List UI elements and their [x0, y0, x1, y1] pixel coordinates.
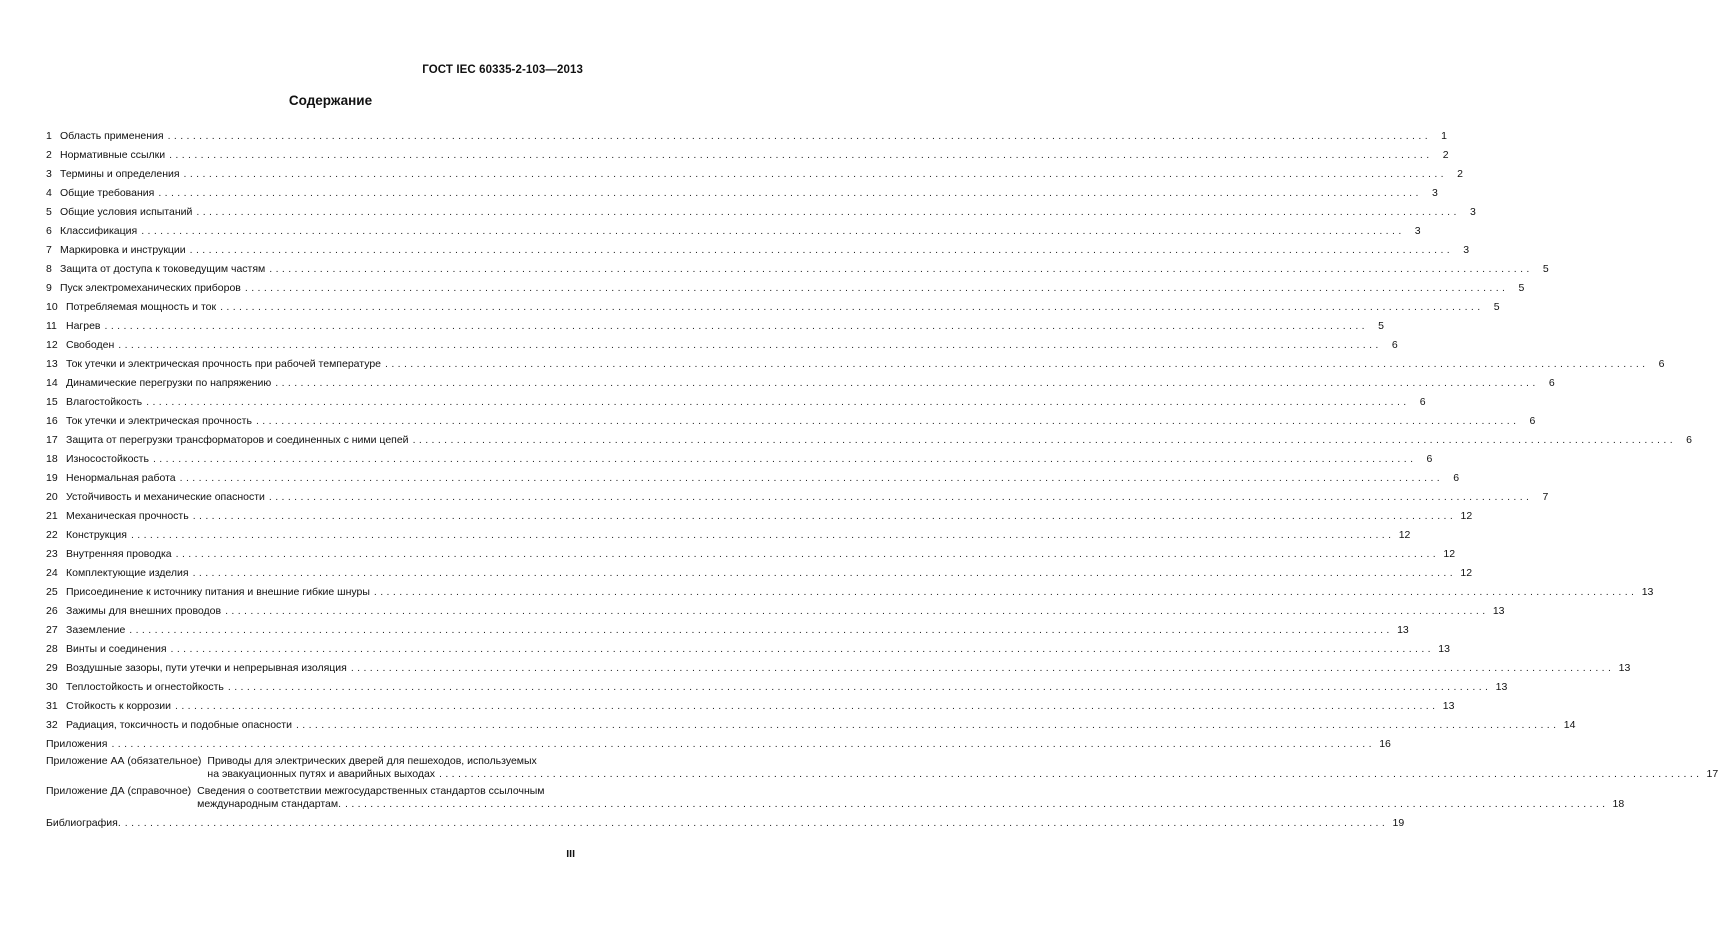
- leader-dots: ........................................................................................................................................................................................................: [244, 282, 1509, 294]
- toc-entry[interactable]: [46, 409, 1536, 428]
- leader-dots: ........................................................................................................................................................................................................: [183, 168, 1447, 180]
- toc-entry[interactable]: [46, 523, 1411, 542]
- leader-dots: ........................................................................................................................................................................................................: [111, 738, 1375, 750]
- leader-dots: ........................................................................................................................................................................................................: [152, 453, 1417, 465]
- toc-entry-title: Динамические перегрузки по напряжению: [66, 377, 272, 389]
- leader-dots: ........................................................................................................................................................................................................: [373, 586, 1638, 598]
- leader-dots: ........................................................................................................................................................................................................: [118, 339, 1382, 351]
- toc-entry-bibliography[interactable]: [46, 811, 1405, 830]
- toc-entry-number: 10: [46, 301, 58, 313]
- annex-title-line2: международным стандартам.: [197, 798, 342, 810]
- annex-title-line1: Приводы для электрических дверей для пешеходов, используемых: [207, 755, 537, 767]
- toc-entry-annex-aa[interactable]: [46, 755, 1718, 781]
- toc-entry[interactable]: [46, 257, 1549, 276]
- toc-entry-title: Нормативные ссылки: [60, 149, 166, 161]
- toc-entry[interactable]: [46, 694, 1455, 713]
- toc-entry-page: 6: [1419, 396, 1426, 408]
- toc-entry-page: 13: [1641, 586, 1654, 598]
- toc-entry-number: 20: [46, 491, 58, 503]
- toc-entry-page: 3: [1414, 225, 1421, 237]
- toc-entry-page: 13: [1618, 662, 1631, 674]
- toc-entry-number: 17: [46, 434, 58, 446]
- toc-entry-number: 22: [46, 529, 58, 541]
- toc-entry[interactable]: [46, 124, 1448, 143]
- leader-dots: ........................................................................................................................................................................................................: [345, 798, 1609, 810]
- toc-entry-number: 8: [46, 263, 52, 275]
- toc-entry-page: 18: [1612, 798, 1625, 810]
- toc-entry-title: Ненормальная работа: [66, 472, 176, 484]
- table-of-contents: [46, 124, 1718, 830]
- toc-entry-number: 32: [46, 719, 58, 731]
- toc-entry-page: 13: [1442, 700, 1455, 712]
- toc-entry-number: 21: [46, 510, 58, 522]
- toc-entry-title: Маркировка и инструкции: [60, 244, 186, 256]
- toc-entry-title: Комплектующие изделия: [66, 567, 189, 579]
- toc-entry[interactable]: [46, 504, 1473, 523]
- leader-dots: ........................................................................................................................................................................................................: [439, 768, 1703, 780]
- leader-dots: ........................................................................................................................................................................................................: [385, 358, 1649, 370]
- toc-entry-page: 19: [1392, 817, 1405, 829]
- leader-dots: ........................................................................................................................................................................................................: [295, 719, 1560, 731]
- toc-entry-title: Ток утечки и электрическая прочность: [66, 415, 252, 427]
- toc-entry-number: 23: [46, 548, 58, 560]
- toc-entry-page: 6: [1453, 472, 1460, 484]
- toc-entry[interactable]: [46, 618, 1409, 637]
- leader-dots: ........................................................................................................................................................................................................: [104, 320, 1368, 332]
- toc-entry[interactable]: [46, 713, 1576, 732]
- toc-entry-page: 5: [1493, 301, 1500, 313]
- toc-entry-number: 2: [46, 149, 52, 161]
- toc-entry[interactable]: [46, 599, 1505, 618]
- annex-label: Приложение АА (обязательное): [46, 755, 202, 767]
- toc-entry[interactable]: [46, 238, 1470, 257]
- toc-entry-title: Общие условия испытаний: [60, 206, 193, 218]
- toc-entry-page: 3: [1463, 244, 1470, 256]
- leader-dots: ........................................................................................................................................................................................................: [412, 434, 1677, 446]
- toc-entry-appendices[interactable]: [46, 732, 1391, 751]
- toc-entry-page: 13: [1495, 681, 1508, 693]
- toc-entry[interactable]: [46, 675, 1508, 694]
- toc-entry[interactable]: [46, 390, 1426, 409]
- leader-dots: ........................................................................................................................................................................................................: [130, 529, 1395, 541]
- toc-entry-page: 7: [1542, 491, 1549, 503]
- toc-entry-title: Защита от перегрузки трансформаторов и соединенных с ними цепей: [66, 434, 409, 446]
- leader-dots: ........................................................................................................................................................................................................: [124, 817, 1389, 829]
- toc-entry-page: 12: [1460, 567, 1473, 579]
- toc-entry-page: 6: [1686, 434, 1693, 446]
- toc-entry-page: 3: [1469, 206, 1476, 218]
- leader-dots: ........................................................................................................................................................................................................: [269, 263, 1533, 275]
- annex-label: Приложение ДА (справочное): [46, 785, 192, 797]
- toc-entry-number: 31: [46, 700, 58, 712]
- toc-entry[interactable]: [46, 276, 1525, 295]
- toc-entry-title: Теплостойкость и огнестойкость: [66, 681, 224, 693]
- toc-entry-page: 14: [1563, 719, 1576, 731]
- toc-entry-number: 7: [46, 244, 52, 256]
- leader-dots: ........................................................................................................................................................................................................: [189, 244, 1454, 256]
- leader-dots: ........................................................................................................................................................................................................: [192, 510, 1457, 522]
- page-number: III: [566, 848, 575, 860]
- toc-entry-page: 12: [1443, 548, 1456, 560]
- toc-entry-number: 1: [46, 130, 52, 142]
- toc-entry-page: 13: [1397, 624, 1409, 636]
- toc-entry-title: Зажимы для внешних проводов: [66, 605, 222, 617]
- toc-entry[interactable]: [46, 580, 1654, 599]
- toc-entry[interactable]: [46, 219, 1421, 238]
- toc-entry-number: 19: [46, 472, 58, 484]
- toc-entry-page: 5: [1518, 282, 1525, 294]
- toc-entry-page: 12: [1460, 510, 1473, 522]
- toc-entry[interactable]: [46, 295, 1500, 314]
- toc-entry-title: Внутренняя проводка: [66, 548, 172, 560]
- toc-heading: Содержание: [288, 93, 373, 108]
- toc-entry-number: 12: [46, 339, 58, 351]
- leader-dots: ........................................................................................................................................................................................................: [192, 567, 1457, 579]
- document-code: ГОСТ IEC 60335-2-103—2013: [422, 64, 583, 76]
- toc-entry-page: 6: [1548, 377, 1555, 389]
- leader-dots: ........................................................................................................................................................................................................: [129, 624, 1393, 636]
- toc-entry-number: 30: [46, 681, 58, 693]
- leader-dots: ........................................................................................................................................................................................................: [227, 681, 1492, 693]
- toc-entry-title: Радиация, токсичность и подобные опасности: [66, 719, 292, 731]
- toc-entry-title: Заземление: [66, 624, 126, 636]
- toc-entry-title: Классификация: [60, 225, 138, 237]
- toc-entry-title: Износостойкость: [66, 453, 149, 465]
- toc-entry-number: 26: [46, 605, 58, 617]
- toc-entry-number: 16: [46, 415, 58, 427]
- toc-entry[interactable]: [46, 314, 1384, 333]
- leader-dots: ........................................................................................................................................................................................................: [255, 415, 1520, 427]
- toc-entry-number: 24: [46, 567, 58, 579]
- toc-entry-number: 13: [46, 358, 58, 370]
- toc-entry-title: Область применения: [60, 130, 164, 142]
- toc-entry-page: 12: [1398, 529, 1411, 541]
- toc-entry-number: 3: [46, 168, 52, 180]
- toc-entry-page: 2: [1457, 168, 1463, 180]
- toc-entry-title: Влагостойкость: [66, 396, 143, 408]
- toc-entry-page: 13: [1438, 643, 1450, 655]
- toc-entry-title: Защита от доступа к токоведущим частям: [60, 263, 266, 275]
- toc-entry[interactable]: [46, 162, 1463, 181]
- leader-dots: ........................................................................................................................................................................................................: [146, 396, 1410, 408]
- toc-entry-title: Механическая прочность: [66, 510, 189, 522]
- annex-title-line2: на эвакуационных путях и аварийных выходах: [207, 768, 436, 780]
- toc-entry-page: 1: [1441, 130, 1448, 142]
- toc-entry-page: 5: [1542, 263, 1549, 275]
- leader-dots: ........................................................................................................................................................................................................: [350, 662, 1615, 674]
- leader-dots: ........................................................................................................................................................................................................: [175, 700, 1439, 712]
- toc-entry[interactable]: [46, 200, 1476, 219]
- toc-entry[interactable]: [46, 181, 1438, 200]
- toc-entry-title: Конструкция: [66, 529, 127, 541]
- leader-dots: ........................................................................................................................................................................................................: [158, 187, 1422, 199]
- toc-entry-number: 18: [46, 453, 58, 465]
- leader-dots: ........................................................................................................................................................................................................: [275, 377, 1539, 389]
- toc-entry[interactable]: [46, 371, 1555, 390]
- toc-entry-number: 5: [46, 206, 52, 218]
- toc-entry-number: 27: [46, 624, 58, 636]
- toc-entry-page: 6: [1658, 358, 1665, 370]
- toc-entry-number: 28: [46, 643, 58, 655]
- leader-dots: ........................................................................................................................................................................................................: [268, 491, 1533, 503]
- toc-entry-page: 13: [1492, 605, 1505, 617]
- leader-dots: ........................................................................................................................................................................................................: [225, 605, 1489, 617]
- toc-entry[interactable]: [46, 466, 1460, 485]
- toc-entry-title: Потребляемая мощность и ток: [66, 301, 217, 313]
- toc-entry-page: 2: [1442, 149, 1449, 161]
- toc-entry[interactable]: [46, 447, 1433, 466]
- toc-entry-page: 6: [1391, 339, 1398, 351]
- toc-entry[interactable]: [46, 352, 1665, 371]
- toc-entry[interactable]: [46, 637, 1450, 656]
- toc-entry-number: 14: [46, 377, 58, 389]
- toc-entry-title: Винты и соединения: [66, 643, 167, 655]
- toc-entry-title: Пуск электромеханических приборов: [60, 282, 241, 294]
- leader-dots: ........................................................................................................................................................................................................: [179, 472, 1444, 484]
- toc-entry-title: Свободен: [66, 339, 115, 351]
- toc-entry-number: 9: [46, 282, 52, 294]
- toc-entry-number: 11: [46, 320, 57, 332]
- toc-entry-page: 6: [1529, 415, 1536, 427]
- toc-entry[interactable]: [46, 485, 1549, 504]
- toc-entry-title: Приложения: [46, 738, 108, 750]
- leader-dots: ........................................................................................................................................................................................................: [196, 206, 1460, 218]
- toc-entry-number: 29: [46, 662, 58, 674]
- toc-entry-page: 6: [1426, 453, 1433, 465]
- toc-entry-title: Термины и определения: [60, 168, 180, 180]
- leader-dots: ........................................................................................................................................................................................................: [175, 548, 1440, 560]
- toc-entry-page: 3: [1431, 187, 1438, 199]
- toc-entry-number: 25: [46, 586, 58, 598]
- toc-entry-title: Присоединение к источнику питания и внешние гибкие шнуры: [66, 586, 370, 598]
- toc-entry-page: 5: [1378, 320, 1384, 332]
- toc-entry-number: 6: [46, 225, 52, 237]
- toc-entry-title: Общие требования: [60, 187, 155, 199]
- leader-dots: ........................................................................................................................................................................................................: [167, 130, 1432, 142]
- toc-entry-title: Устойчивость и механические опасности: [66, 491, 265, 503]
- toc-entry[interactable]: [46, 561, 1473, 580]
- toc-entry[interactable]: [46, 143, 1449, 162]
- toc-entry[interactable]: [46, 428, 1693, 447]
- toc-entry-annex-da[interactable]: [46, 785, 1625, 811]
- toc-entry[interactable]: [46, 656, 1631, 675]
- toc-entry[interactable]: [46, 542, 1456, 561]
- toc-entry-page: 16: [1379, 738, 1391, 750]
- annex-title-line1: Сведения о соответствии межгосударственных стандартов ссылочным: [197, 785, 545, 797]
- toc-entry[interactable]: [46, 333, 1398, 352]
- toc-entry-page: 17: [1706, 768, 1718, 780]
- toc-entry-title: Нагрев: [66, 320, 101, 332]
- toc-entry-number: 4: [46, 187, 52, 199]
- toc-entry-number: 15: [46, 396, 58, 408]
- leader-dots: ........................................................................................................................................................................................................: [169, 149, 1433, 161]
- leader-dots: ........................................................................................................................................................................................................: [220, 301, 1484, 313]
- toc-entry-title: Ток утечки и электрическая прочность при рабочей температуре: [66, 358, 382, 370]
- toc-entry-title: Воздушные зазоры, пути утечки и непрерывная изоляция: [66, 662, 347, 674]
- leader-dots: ........................................................................................................................................................................................................: [170, 643, 1434, 655]
- leader-dots: ........................................................................................................................................................................................................: [141, 225, 1405, 237]
- toc-entry-title: Библиография.: [46, 817, 121, 829]
- toc-entry-title: Стойкость к коррозии: [66, 700, 171, 712]
